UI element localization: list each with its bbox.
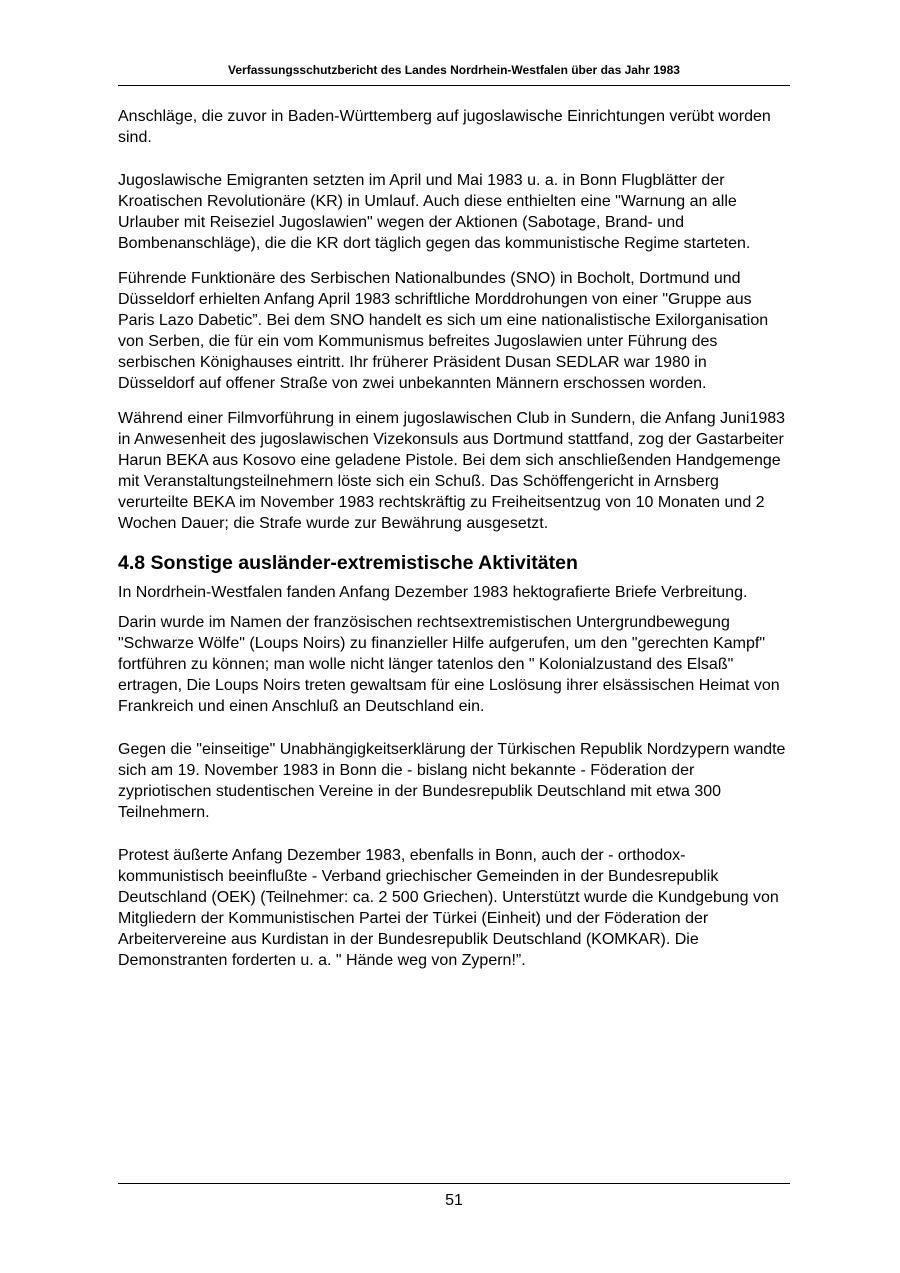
- footer-divider: [118, 1183, 790, 1184]
- running-header: Verfassungsschutzbericht des Landes Nordrhein-Westfalen über das Jahr 1983: [228, 63, 680, 77]
- header-divider: [118, 85, 790, 86]
- paragraph: In Nordrhein-Westfalen fanden Anfang Dezember 1983 hektografierte Briefe Verbreitung.: [118, 584, 748, 601]
- paragraph: Anschläge, die zuvor in Baden-Württemberg auf jugoslawische Einrichtungen verübt worden sind.: [118, 108, 771, 146]
- paragraph: Darin wurde im Namen der französischen rechtsextremistischen Untergrundbewegung "Schwarze Wölfe" (Loups Noirs) zu finanzieller Hilfe aufgerufen, um den "gerechten Kampf" fortführen zu können; man wolle nicht länger tatenlos den " Kolonialzustand des Elsaß" ertragen, Die Loups Noirs treten gewaltsam für eine Loslösung ihrer elsässischen Heimat von Frankreich und einen Anschluß an Deutschland ein.: [118, 614, 780, 715]
- page-number: 51: [445, 1192, 463, 1209]
- paragraph: Während einer Filmvorführung in einem jugoslawischen Club in Sundern, die Anfang Juni1983 in Anwesenheit des jugoslawischen Vizekonsuls aus Dortmund stattfand, zog der Gastarbeiter Harun BEKA aus Kosovo eine geladene Pistole. Bei dem sich anschließenden Handgemenge mit Veranstaltungsteilnehmern löste sich ein Schuß. Das Schöffengericht in Arnsberg verurteilte BEKA im November 1983 rechtskräftig zu Freiheitsentzug von 10 Monaten und 2 Wochen Dauer; die Strafe wurde zur Bewährung ausgesetzt.: [118, 410, 786, 532]
- paragraph: Gegen die "einseitige" Unabhängigkeitserklärung der Türkischen Republik Nordzypern wandte sich am 19. November 1983 in Bonn die - bislang nicht bekannte - Föderation der zypriotischen studentischen Vereine in der Bundesrepublik Deutschland mit etwa 300 Teilnehmern.: [118, 741, 786, 821]
- paragraph: Jugoslawische Emigranten setzten im April und Mai 1983 u. a. in Bonn Flugblätter der Kroatischen Revolutionäre (KR) in Umlauf. Auch diese enthielten eine "Warnung an alle Urlauber mit Reiseziel Jugoslawien" wegen der Aktionen (Sabotage, Brand- und Bombenanschläge), die die KR dort täglich gegen das kommunistische Regime starteten.: [118, 172, 751, 252]
- section-heading: 4.8 Sonstige ausländer-extremistische Aktivitäten: [118, 552, 578, 574]
- paragraph: Protest äußerte Anfang Dezember 1983, ebenfalls in Bonn, auch der - orthodox-kommunistisch beeinflußte - Verband griechischer Gemeinden in der Bundesrepublik Deutschland (OEK) (Teilnehmer: ca. 2 500 Griechen). Unterstützt wurde die Kundgebung von Mitgliedern der Kommunistischen Partei der Türkei (Einheit) und der Föderation der Arbeitervereine aus Kurdistan in der Bundesrepublik Deutschland (KOMKAR). Die Demonstranten forderten u. a. " Hände weg von Zypern!”.: [118, 847, 779, 969]
- page-body: [118, 106, 786, 971]
- paragraph: Führende Funktionäre des Serbischen Nationalbundes (SNO) in Bocholt, Dortmund und Düsseldorf erhielten Anfang April 1983 schriftliche Morddrohungen von einer "Gruppe aus Paris Lazo Dabetic”. Bei dem SNO handelt es sich um eine nationalistische Exilorganisation von Serben, die für ein vom Kommunismus befreites Jugoslawien unter Führung des serbischen Könighauses eintritt. Ihr früherer Präsident Dusan SEDLAR war 1980 in Düsseldorf auf offener Straße von zwei unbekannten Männern erschossen worden.: [118, 270, 769, 392]
